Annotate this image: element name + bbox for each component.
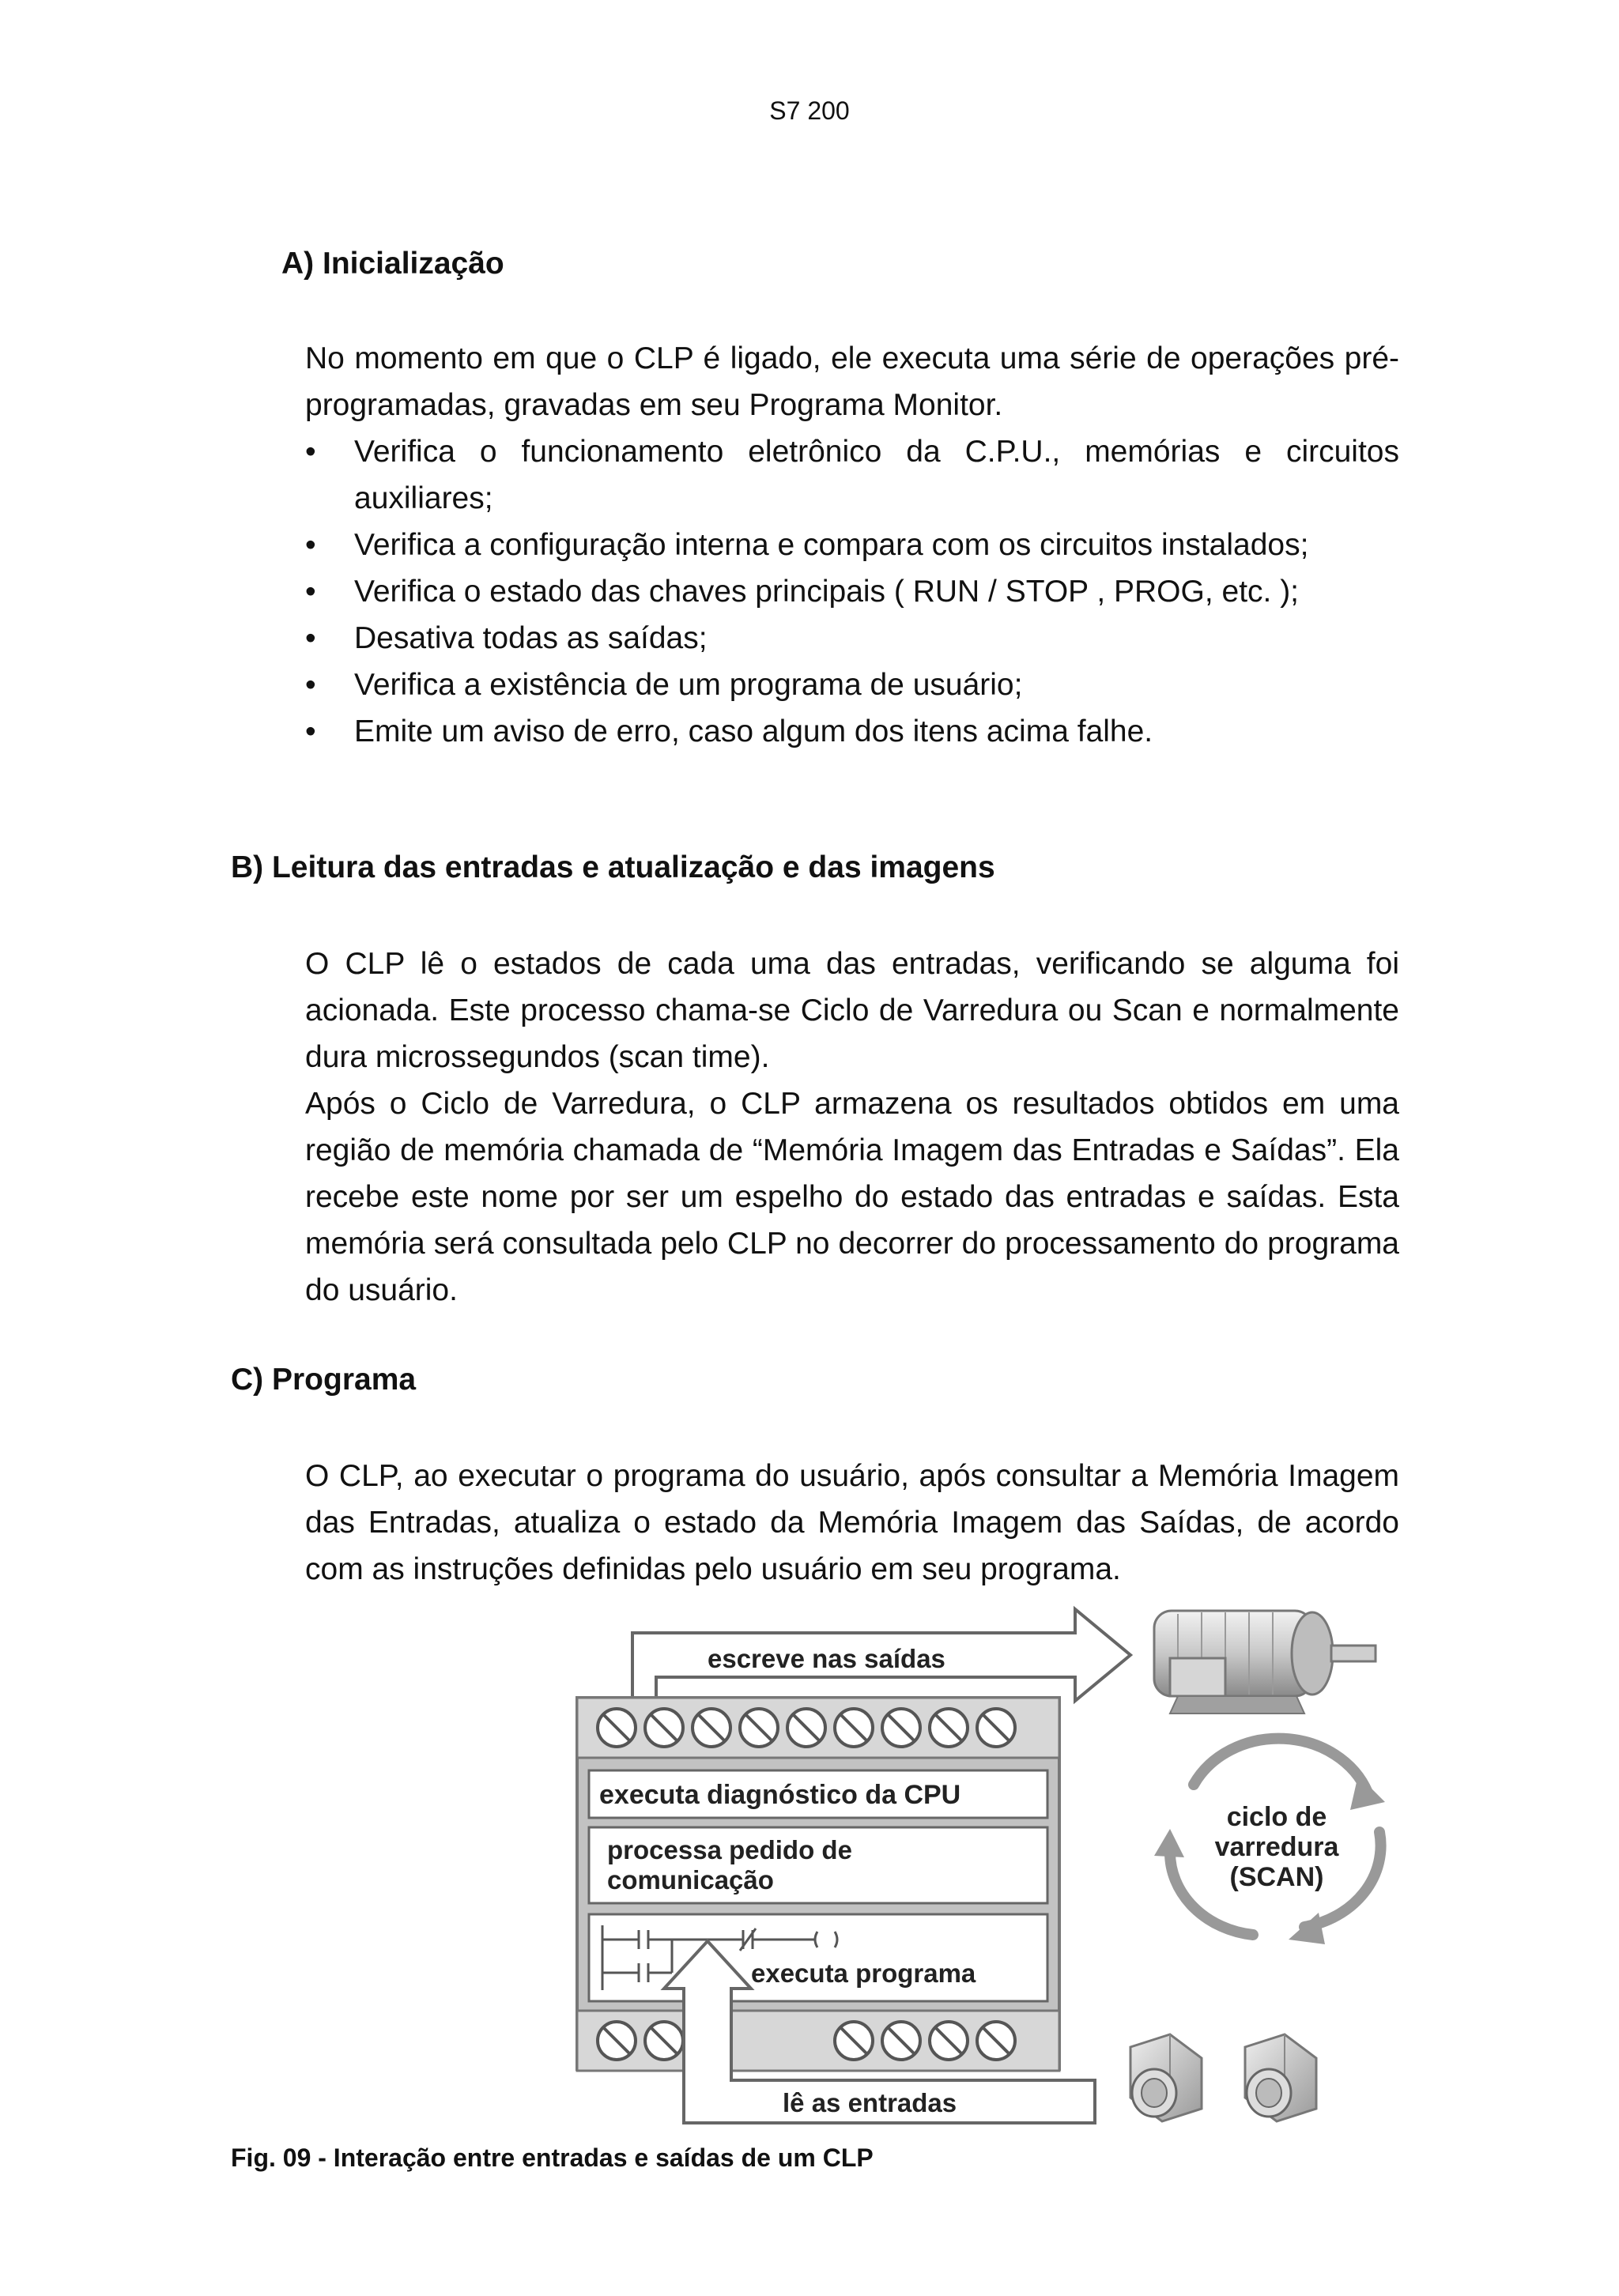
section-b-body: [305, 941, 1399, 1314]
figure-caption: Fig. 09 - Interação entre entradas e saídas de um CLP: [231, 2143, 874, 2172]
communication-label-line2: comunicação: [607, 1865, 774, 1894]
top-terminal-strip: [577, 1698, 1059, 1758]
section-b-para-2: Após o Ciclo de Varredura, o CLP armazena os resultados obtidos em uma região de memória chamada de “Memória Imagem das Entradas e Saídas”. Ela recebe este nome por ser um espelho do estado das entradas e saídas. Esta memória será consultada pelo CLP no decorrer do processamento do programa do usuário.: [305, 1087, 1399, 1307]
plc-diagram: [545, 1595, 1423, 2128]
communication-label-line1: processa pedido de: [607, 1835, 852, 1864]
section-c-para: O CLP, ao executar o programa do usuário, após consultar a Memória Imagem das Entradas, atualiza o estado da Memória Imagem das Saídas, de acordo com as instruções definidas pelo usuário em seu programa.: [305, 1459, 1399, 1586]
bullet-item: • Verifica a existência de um programa de usuário;: [305, 662, 1399, 708]
page-header: S7 200: [769, 96, 850, 125]
section-b-title: B) Leitura das entradas e atualização e das imagens: [231, 850, 995, 884]
bullet-item: • Desativa todas as saídas;: [305, 615, 1399, 662]
scan-label-line3: (SCAN): [1229, 1862, 1324, 1892]
section-c-title: C) Programa: [231, 1363, 417, 1397]
input-arrow-label: lê as entradas: [783, 2088, 957, 2117]
push-button-icon: [1245, 2034, 1316, 2121]
bottom-terminal-strip: [577, 2011, 1059, 2071]
scan-cycle-icon: [1154, 1739, 1385, 1944]
bullet-item: • Emite um aviso de erro, caso algum dos itens acima falhe.: [305, 708, 1399, 755]
bullet-item: • Verifica a configuração interna e compara com os circuitos instalados;: [305, 522, 1399, 568]
plc-body: [577, 1698, 1059, 2071]
plc-scan-figure: [545, 1595, 1423, 2128]
section-a-body: [305, 335, 1399, 755]
program-label: executa programa: [751, 1959, 976, 1988]
bullet-item: • Verifica o funcionamento eletrônico da C.P.U., memórias e circuitos auxiliares;: [305, 428, 1399, 522]
program-box: [589, 1914, 1047, 2001]
section-a-title: A) Inicialização: [281, 247, 504, 281]
push-button-icon: [1130, 2034, 1202, 2121]
section-a-intro: No momento em que o CLP é ligado, ele executa uma série de operações pré-programadas, gravadas em seu Programa Monitor.: [305, 341, 1399, 422]
output-arrow-label: escreve nas saídas: [708, 1644, 945, 1673]
bullet-item: • Verifica o estado das chaves principais ( RUN / STOP , PROG, etc. );: [305, 568, 1399, 615]
cpu-diagnostic-label: executa diagnóstico da CPU: [599, 1780, 961, 1810]
scan-label-line1: ciclo de: [1226, 1802, 1327, 1832]
motor-icon: [1154, 1611, 1376, 1714]
section-c-body: [305, 1453, 1399, 1593]
section-b-para-1: O CLP lê o estados de cada uma das entradas, verificando se alguma foi acionada. Este processo chama-se Ciclo de Varredura ou Scan e normalmente dura microssegundos (scan time).: [305, 947, 1399, 1074]
scan-label-line2: varredura: [1214, 1832, 1339, 1862]
section-a-bullet-list: [305, 428, 1399, 755]
